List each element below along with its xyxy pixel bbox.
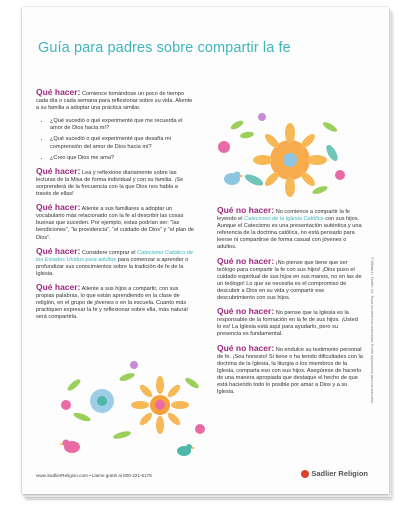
- sadlier-logo-icon: [301, 470, 309, 478]
- do-heading: Qué hacer:: [36, 87, 81, 97]
- footer-contact: www.SadlierReligion.com • Llame gratis al 800-221-5175: [36, 473, 152, 478]
- tip-mass-readings: [36, 165, 194, 198]
- tip-faith-vocabulary: [36, 204, 194, 241]
- footer: [36, 469, 376, 478]
- tip-dont-theologian: [217, 255, 363, 303]
- page-title: Guía para padres sobre compartir la fe: [38, 40, 291, 56]
- tip-text: Comience tomándose un poco de tiempo cada día o cada semana para reflexionar sobre su vida. Aliente a su familia a adoptar una práctica similar.: [36, 91, 193, 112]
- flower-orange-large: [253, 123, 327, 197]
- dont-heading: Qué no hacer:: [217, 255, 275, 266]
- bird-icon: [224, 172, 244, 186]
- tip-text: No endulce su testimonio personal de fe. ¡Sea honesto! Si tiene o ha tenido dificultades con la doctrina de la Iglesia, la liturgia o los miembros de la Iglesia, comparta eso con sus hijos. Asegúrese de hacerlo de una manera apropiada que destaque el hecho de que está haciendo todo lo posible por amar a Dios y a su Iglesia.: [217, 346, 363, 396]
- left-column: [36, 89, 194, 327]
- reflection-questions: [36, 118, 194, 161]
- dont-heading: Qué no hacer:: [217, 342, 275, 353]
- floral-illustration-top: [202, 105, 352, 205]
- list-item: • ¿Qué sucedió o qué experimenté que me recuerda el amor de Dios hacia mí?: [50, 118, 194, 132]
- bird-icon-bottom-right: [177, 444, 195, 456]
- tip-dont-church-responsible: [217, 308, 363, 338]
- tip-text: Aliente a sus familiares a adoptar un vocabulario más relacionado con la fe al describir las cosas buenas que suceden. Por ejemplo, estas podrían ser: “las bendiciones”, “la providencia”, “el cuidado de Dios” y “el plan de Dios”.: [36, 206, 194, 241]
- tip-text: Considere comprar el: [81, 249, 137, 256]
- catechism-adults-title: Catecismo Católico de los Estados Unidos para adultos: [36, 249, 193, 263]
- tip-share-learning: [36, 281, 194, 321]
- flower-pink-bottom: [61, 361, 205, 434]
- tip-text: ¡No piense que tiene que ser teólogo para compartir la fe con sus hijos! ¡Dios puso el cuidado espiritual de sus hijos en sus manos, no en las de un teólogo! Lo que se necesita es el compromiso de descubrir a Dios en su vida y compartir ese descubrimiento con sus hijos.: [217, 259, 362, 302]
- copyright-side-note: © William H. Sadlier, Inc. Todos los derechos reservados. Puede reproducirse para uso educativo.: [370, 257, 374, 405]
- tip-dont-sugarcoat: [217, 342, 363, 397]
- tip-text: No piense que la Iglesia es la responsable de la formación en la fe de sus hijos. ¡Usted lo es! La Iglesia está aquí para ayudarlo, pero su presencia es fundamental.: [217, 310, 358, 338]
- do-heading: Qué hacer:: [36, 245, 81, 256]
- tip-text: Aliente a sus hijos a compartir, con sus propias palabras, lo que están aprendiendo en la clase de religión, en el grupo de jóvenes o en la escuela. Cuanto más practiquen expresar la fe y reflexionar sobre ella, más natural será compartirla.: [36, 285, 188, 321]
- dont-heading: Qué no hacer:: [217, 205, 275, 215]
- floral-illustration-bottom: [52, 355, 212, 463]
- tip-text: con sus hijos. Aunque el Catecismo es una presentación auténtica y una referencia de la doctrina católica, no está pensado para leerse ni compartirse de forma casual con jóvenes o adultos.: [217, 216, 362, 251]
- do-heading: Qué hacer:: [36, 165, 81, 176]
- bird-icon-bottom: [59, 440, 80, 454]
- tip-text: Lea y reflexione diariamente sobre las lecturas de la Misa de forma individual y con su familia. ¡Se sorprenderá de la frecuencia con la que Dios nos habla a través de ellas!: [36, 169, 184, 198]
- list-item: • ¿Qué sucedió o qué experimenté que desafía mi comprensión del amor de Dios hacia mí?: [50, 136, 194, 150]
- tip-dont-catechism: [217, 207, 363, 252]
- tip-text: para comenzar a aprender o profundizar sus conocimientos sobre la tradición de fe de la Iglesia.: [36, 256, 189, 277]
- flower-orange-bottom: [131, 376, 189, 434]
- logo-text: Sadlier Religion: [311, 469, 368, 478]
- do-heading: Qué hacer:: [36, 281, 81, 292]
- tip-catechism-adults: [36, 245, 194, 278]
- handout-sheet: [22, 7, 389, 494]
- do-heading: Qué hacer:: [36, 202, 81, 213]
- tip-text: No comience a compartir la fe leyendo el: [217, 209, 351, 223]
- flower-blue: [90, 389, 114, 413]
- dont-heading: Qué no hacer:: [217, 306, 275, 317]
- list-item: • ¿Creo que Dios me ama?: [50, 155, 194, 162]
- sadlier-logo: [301, 469, 368, 478]
- catechism-church-title: Catecismo de la Iglesia Católica: [244, 216, 324, 223]
- right-column: [217, 207, 363, 402]
- tip-intro: [36, 89, 194, 112]
